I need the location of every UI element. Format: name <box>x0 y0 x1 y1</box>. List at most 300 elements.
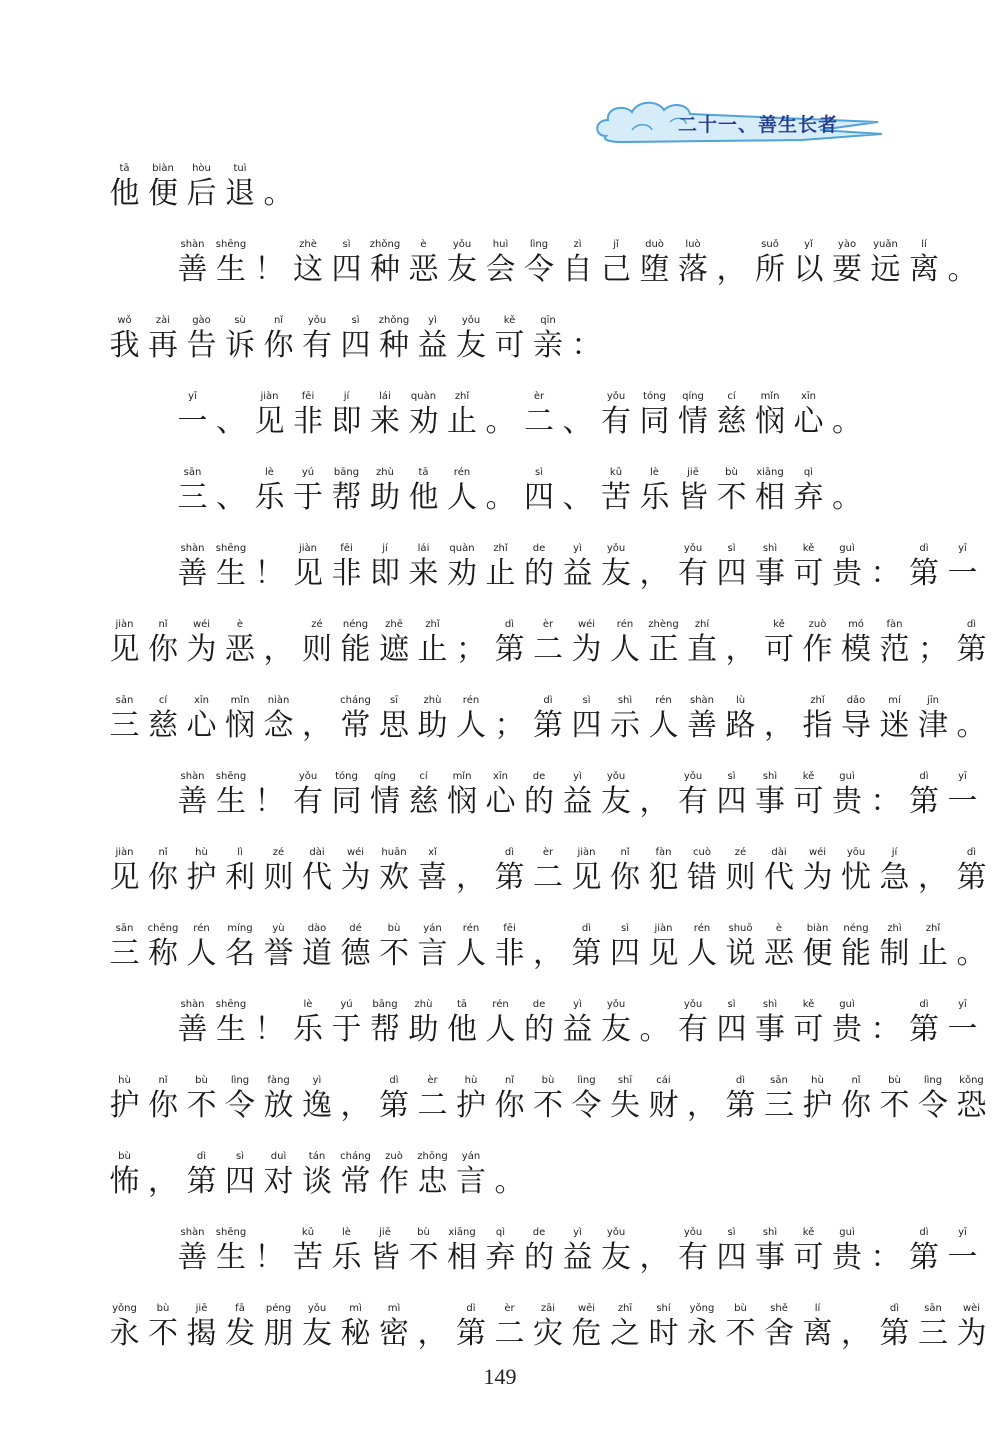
pinyin: fàn <box>886 619 903 630</box>
hanzi: 心 <box>186 708 217 743</box>
ruby-character <box>291 1226 326 1276</box>
pinyin: zhī <box>617 1303 633 1314</box>
hanzi: 助 <box>417 708 448 743</box>
ruby-character <box>184 314 219 364</box>
hanzi: 便 <box>802 936 833 971</box>
ruby-character <box>608 694 643 744</box>
hanzi: 恶 <box>408 252 439 287</box>
ruby-character <box>676 466 711 516</box>
ruby-character <box>377 1302 412 1352</box>
hanzi: 皆 <box>678 480 708 515</box>
hanzi: 人 <box>687 936 717 971</box>
pinyin: gào <box>192 315 211 326</box>
ruby-character <box>184 846 219 896</box>
hanzi: ； <box>456 632 486 667</box>
ruby-character <box>522 1226 557 1276</box>
pinyin: lí <box>814 1303 821 1314</box>
ruby-character <box>338 1150 373 1200</box>
hanzi: 四 <box>331 252 362 287</box>
hanzi: 善 <box>177 556 208 591</box>
hanzi: 急 <box>879 860 910 895</box>
ruby-character <box>492 314 527 364</box>
hanzi: 悯 <box>755 404 785 439</box>
ruby-character <box>184 1302 219 1352</box>
ruby-character <box>445 1226 480 1276</box>
ruby-character <box>839 694 874 744</box>
hanzi: 止 <box>918 936 948 971</box>
pinyin: sì <box>727 771 736 782</box>
pinyin: èr <box>542 619 554 630</box>
ruby-character <box>839 1074 874 1124</box>
hanzi: 所 <box>755 252 785 287</box>
ruby-character <box>907 238 942 288</box>
hanzi: 慈 <box>408 784 439 819</box>
pinyin: fàng <box>267 1075 290 1086</box>
hanzi: 落 <box>678 252 708 287</box>
hanzi: 道 <box>302 936 332 971</box>
pinyin: rén <box>492 999 509 1010</box>
hanzi: 三 <box>918 1316 948 1351</box>
hanzi: 来 <box>370 404 400 439</box>
pinyin: mǐn <box>230 695 250 706</box>
ruby-character <box>377 846 412 896</box>
pinyin: shàn <box>180 1227 205 1238</box>
pinyin: bù <box>734 1303 747 1314</box>
hanzi: 作 <box>379 1164 409 1199</box>
ruby-character <box>531 922 566 972</box>
pinyin: shì <box>762 1227 778 1238</box>
ruby-character <box>877 1302 912 1352</box>
pinyin: yì <box>573 999 582 1010</box>
ruby-character <box>569 314 604 364</box>
hanzi: 善 <box>177 1012 208 1047</box>
hanzi: 为 <box>340 860 371 895</box>
hanzi: 不 <box>379 936 409 971</box>
pinyin: sì <box>342 239 351 250</box>
text-line <box>175 466 868 516</box>
pinyin: wéi <box>346 847 365 858</box>
pinyin: yì <box>573 543 582 554</box>
hanzi: 名 <box>225 936 255 971</box>
text-line <box>107 1302 993 1352</box>
ruby-character <box>907 542 942 592</box>
hanzi: 四 <box>610 936 640 971</box>
pinyin: zhù <box>423 695 442 706</box>
ruby-character <box>146 1074 181 1124</box>
ruby-character <box>714 390 749 440</box>
ruby-character <box>637 542 672 592</box>
ruby-character <box>646 694 681 744</box>
hanzi: 会 <box>485 252 516 287</box>
ruby-character <box>676 1226 711 1276</box>
hanzi: 第 <box>879 1316 910 1351</box>
hanzi: 有 <box>678 784 708 819</box>
hanzi: 便 <box>148 176 178 211</box>
ruby-character <box>676 238 711 288</box>
ruby-character <box>762 1074 797 1124</box>
hanzi: 诉 <box>225 328 255 363</box>
pinyin: quàn <box>449 543 475 554</box>
hanzi: 为 <box>956 1316 987 1351</box>
ruby-character <box>569 618 604 668</box>
hanzi: 你 <box>148 632 178 667</box>
pinyin: dì <box>919 771 929 782</box>
ruby-character <box>368 1226 403 1276</box>
hanzi: 可 <box>793 784 824 819</box>
hanzi: 第 <box>186 1164 217 1199</box>
pinyin: zhí <box>694 619 710 630</box>
hanzi: 乐 <box>639 480 670 515</box>
ruby-character <box>791 770 826 820</box>
hanzi: 二 <box>533 632 563 667</box>
ruby-character <box>492 1150 527 1200</box>
hanzi: 善 <box>177 784 208 819</box>
ruby-character <box>291 998 326 1048</box>
ruby-character <box>252 466 287 516</box>
hanzi: 怖 <box>109 1164 140 1199</box>
ruby-character <box>329 390 364 440</box>
hanzi: 说 <box>725 936 756 971</box>
ruby-character <box>454 314 489 364</box>
hanzi: 思 <box>379 708 409 743</box>
ruby-character <box>608 846 643 896</box>
ruby-character <box>714 998 749 1048</box>
ruby-character <box>107 846 142 896</box>
ruby-character <box>762 694 797 744</box>
pinyin: huì <box>492 239 509 250</box>
pinyin: lí <box>921 239 927 250</box>
pinyin: zài <box>155 315 171 326</box>
pinyin: yào <box>837 239 857 250</box>
hanzi: 时 <box>648 1316 679 1351</box>
hanzi: 人 <box>447 480 477 515</box>
hanzi: 正 <box>648 632 679 667</box>
ruby-character <box>492 1302 527 1352</box>
pinyin: hù <box>118 1075 131 1086</box>
pinyin: zhì <box>887 923 902 934</box>
pinyin: dì <box>196 1151 207 1162</box>
pinyin: shēng <box>215 771 247 782</box>
ruby-character <box>223 618 258 668</box>
ruby-character <box>377 694 412 744</box>
pinyin: lìng <box>577 1075 596 1086</box>
pinyin: è <box>775 923 783 934</box>
ruby-character <box>723 1302 758 1352</box>
pinyin: míng <box>227 923 253 934</box>
ruby-character <box>599 1226 634 1276</box>
ruby-character <box>637 390 672 440</box>
ruby-character <box>338 1302 373 1352</box>
ruby-character <box>569 1074 604 1124</box>
hanzi: 帮 <box>370 1012 400 1047</box>
hanzi: 来 <box>408 556 439 591</box>
ruby-character <box>146 314 181 364</box>
ruby-character <box>839 1302 874 1352</box>
hanzi: 慈 <box>148 708 178 743</box>
hanzi: ， <box>302 708 332 743</box>
hanzi: 能 <box>340 632 371 667</box>
ruby-character <box>175 998 210 1048</box>
pinyin: chēng <box>147 923 179 934</box>
ruby-character <box>107 1150 142 1200</box>
pinyin: quàn <box>410 391 437 402</box>
chapter-title: 二十一、善生长者 <box>677 114 838 136</box>
hanzi: 第 <box>725 1088 756 1123</box>
ruby-character <box>800 1074 835 1124</box>
hanzi: 事 <box>755 1012 785 1047</box>
ruby-character <box>214 770 249 820</box>
pinyin: sān <box>183 467 202 478</box>
ruby-character <box>877 618 912 668</box>
pinyin: jiàn <box>577 847 596 858</box>
hanzi: 放 <box>263 1088 294 1123</box>
ruby-character <box>184 694 219 744</box>
pinyin: sān <box>770 1075 788 1086</box>
pinyin: xīn <box>492 771 509 782</box>
ruby-character <box>261 922 296 972</box>
hanzi: ！ <box>254 1240 285 1275</box>
pinyin: fēi <box>301 391 315 402</box>
ruby-character <box>522 238 557 288</box>
hanzi: ， <box>687 1088 717 1123</box>
hanzi: 友 <box>601 1240 631 1275</box>
hanzi: 友 <box>302 1316 332 1351</box>
ruby-character <box>492 694 527 744</box>
hanzi: 生 <box>216 784 246 819</box>
hanzi: 护 <box>186 860 217 895</box>
hanzi: ： <box>870 556 901 591</box>
hanzi: 不 <box>533 1088 563 1123</box>
ruby-character <box>954 694 989 744</box>
ruby-character <box>522 542 557 592</box>
hanzi: ， <box>841 1316 871 1351</box>
ruby-character <box>146 922 181 972</box>
ruby-character <box>560 390 595 440</box>
hanzi: 再 <box>148 328 178 363</box>
hanzi: 恶 <box>764 936 794 971</box>
ruby-character <box>762 1302 797 1352</box>
ruby-character <box>300 314 335 364</box>
ruby-character <box>368 390 403 440</box>
hanzi: 不 <box>186 1088 217 1123</box>
ruby-character <box>830 1226 865 1276</box>
hanzi: 四 <box>225 1164 255 1199</box>
hanzi: 善 <box>177 252 208 287</box>
pinyin: yī <box>958 999 967 1010</box>
pinyin: nǐ <box>851 1075 861 1086</box>
pinyin: dì <box>504 619 515 630</box>
hanzi: 以 <box>793 252 824 287</box>
pinyin: shàn <box>180 239 205 250</box>
hanzi: 他 <box>408 480 439 515</box>
ruby-character <box>454 1074 489 1124</box>
hanzi: ， <box>263 632 294 667</box>
pinyin: tā <box>456 999 468 1010</box>
pinyin: bù <box>195 1075 208 1086</box>
pinyin: wēi <box>577 1303 596 1314</box>
ruby-character <box>877 846 912 896</box>
pinyin: lè <box>342 1227 351 1238</box>
pinyin: tā <box>418 467 429 478</box>
text-line <box>175 542 984 592</box>
pinyin: dì <box>581 923 592 934</box>
pinyin: shì <box>617 695 633 706</box>
ruby-character <box>107 314 142 364</box>
hanzi: 劝 <box>447 556 477 591</box>
hanzi: 相 <box>447 1240 477 1275</box>
hanzi: 情 <box>678 404 708 439</box>
ruby-character <box>522 998 557 1048</box>
text-line <box>107 922 993 972</box>
hanzi: 四 <box>571 708 602 743</box>
pinyin: jiē <box>195 1303 208 1314</box>
ruby-character <box>599 390 634 440</box>
hanzi: 永 <box>687 1316 717 1351</box>
hanzi: 即 <box>331 404 362 439</box>
hanzi: 作 <box>802 632 833 667</box>
pinyin: dì <box>389 1075 399 1086</box>
ruby-character <box>599 770 634 820</box>
ruby-character <box>377 1150 412 1200</box>
pinyin: è <box>420 239 427 250</box>
hanzi: 帮 <box>331 480 362 515</box>
ruby-character <box>445 998 480 1048</box>
pinyin: zuò <box>808 619 827 630</box>
hanzi: 代 <box>764 860 794 895</box>
ruby-character <box>762 846 797 896</box>
ruby-character <box>252 238 287 288</box>
hanzi: 他 <box>109 176 140 211</box>
hanzi: ， <box>725 632 756 667</box>
pinyin: guì <box>839 543 855 554</box>
pinyin: dào <box>307 923 327 934</box>
pinyin: rén <box>193 923 210 934</box>
ruby-character <box>685 1302 720 1352</box>
ruby-character <box>560 466 595 516</box>
hanzi: ： <box>571 328 602 363</box>
pinyin: sān <box>924 1303 942 1314</box>
hanzi: ， <box>716 252 747 287</box>
ruby-character <box>646 618 681 668</box>
pinyin: kě <box>802 543 815 554</box>
pinyin: yī <box>958 1227 967 1238</box>
ruby-character <box>945 998 980 1048</box>
ruby-character <box>753 466 788 516</box>
text-line <box>175 1226 984 1276</box>
pinyin: lìng <box>230 1075 250 1086</box>
pinyin: suǒ <box>761 239 779 250</box>
hanzi: 生 <box>216 556 246 591</box>
hanzi: 第 <box>909 556 939 591</box>
ruby-character <box>916 694 951 744</box>
text-line <box>175 998 984 1048</box>
ruby-character <box>223 1150 258 1200</box>
ruby-character <box>560 998 595 1048</box>
ruby-character <box>916 1302 951 1352</box>
ruby-character <box>646 1302 681 1352</box>
ruby-character <box>531 694 566 744</box>
hanzi: 。 <box>639 1012 670 1047</box>
ruby-character <box>916 618 951 668</box>
pinyin: yǒu <box>307 1303 327 1314</box>
hanzi: 欢 <box>379 860 409 895</box>
pinyin: yǒu <box>683 543 703 554</box>
ruby-character <box>146 162 181 212</box>
ruby-character <box>184 618 219 668</box>
hanzi: 见 <box>571 860 602 895</box>
ruby-character <box>406 998 441 1048</box>
hanzi: 第 <box>494 860 525 895</box>
pinyin: tóng <box>335 771 358 782</box>
ruby-character <box>791 542 826 592</box>
pinyin: shàn <box>689 695 714 706</box>
ruby-character <box>531 1302 566 1352</box>
ruby-character <box>454 1302 489 1352</box>
ruby-character <box>522 770 557 820</box>
pinyin: jiàn <box>298 543 318 554</box>
ruby-character <box>415 1074 450 1124</box>
ruby-character <box>685 618 720 668</box>
ruby-character <box>791 466 826 516</box>
pinyin: dì <box>466 1303 476 1314</box>
pinyin: hù <box>464 1075 478 1086</box>
hanzi: 离 <box>802 1316 833 1351</box>
hanzi: 利 <box>225 860 255 895</box>
hanzi: 苦 <box>601 480 631 515</box>
hanzi: 人 <box>610 632 640 667</box>
hanzi: 于 <box>331 1012 362 1047</box>
ruby-character <box>214 390 249 440</box>
pinyin: wéi <box>577 619 596 630</box>
pinyin: kě <box>802 1227 815 1238</box>
ruby-character <box>415 846 450 896</box>
pinyin: yì <box>573 771 582 782</box>
ruby-character <box>945 238 980 288</box>
hanzi: 生 <box>216 1012 246 1047</box>
hanzi: 四 <box>716 1240 747 1275</box>
hanzi: 四 <box>524 480 554 515</box>
hanzi: ， <box>533 936 563 971</box>
text-line <box>107 1074 993 1124</box>
ruby-character <box>107 1074 142 1124</box>
hanzi: ： <box>870 784 901 819</box>
hanzi: 助 <box>408 1012 439 1047</box>
hanzi: 悯 <box>225 708 255 743</box>
hanzi: 种 <box>370 252 400 287</box>
hanzi: 自 <box>562 252 593 287</box>
hanzi: 常 <box>340 1164 371 1199</box>
text-line <box>107 1150 531 1200</box>
pinyin: dé <box>349 923 362 934</box>
ruby-character <box>175 770 210 820</box>
ruby-character <box>676 998 711 1048</box>
ruby-character <box>723 846 758 896</box>
hanzi: 慈 <box>716 404 747 439</box>
hanzi: 四 <box>340 328 371 363</box>
pinyin: zhǐ <box>454 391 470 402</box>
pinyin: lái <box>417 543 430 554</box>
hanzi: 情 <box>370 784 400 819</box>
ruby-character <box>261 846 296 896</box>
pinyin: yǒu <box>683 1227 703 1238</box>
hanzi: 。 <box>494 1164 525 1199</box>
pinyin: yǒu <box>606 391 626 402</box>
ruby-character <box>608 618 643 668</box>
pinyin: cháng <box>340 1151 371 1162</box>
ruby-character <box>637 770 672 820</box>
ruby-character <box>338 922 373 972</box>
hanzi: 。 <box>832 404 862 439</box>
